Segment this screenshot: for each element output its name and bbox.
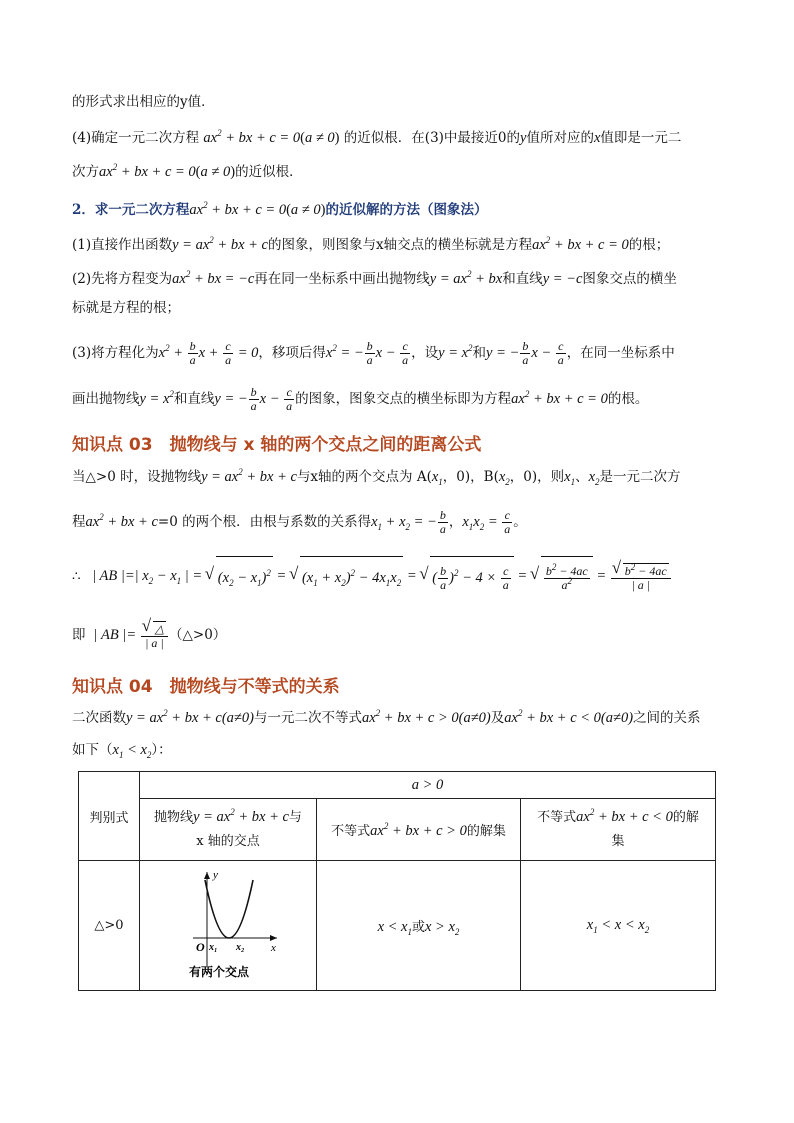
table-row <box>79 799 716 861</box>
formula: $y = ax^2$ + bx + c <box>201 467 297 485</box>
x-axis-arrow <box>270 935 277 941</box>
text: 的解集 <box>466 823 506 839</box>
text: x > x <box>425 918 455 935</box>
table-cell <box>79 772 140 861</box>
table-cell <box>140 799 317 861</box>
text: a > 0 <box>411 776 444 793</box>
text: 的图象，图象交点的横坐标即为方程 <box>295 391 512 407</box>
distance-formula <box>72 556 722 598</box>
formula: $y = ax^2$ + bx + c <box>172 235 268 253</box>
formula: $ax^2$ + bx = −c <box>172 269 255 287</box>
text: 标就是方程的根； <box>72 300 180 316</box>
text: 不等式 <box>331 823 371 839</box>
solution-greater: $x < x_1$或$x > x_2$ <box>377 918 460 937</box>
text: ，0)，B( <box>442 469 499 485</box>
text: 。 <box>513 514 527 530</box>
relation-table <box>78 771 716 991</box>
text: 值即是一元二 <box>600 130 682 146</box>
x2-label: x₂ <box>236 941 245 953</box>
paragraph-line <box>72 382 722 416</box>
paragraph-line <box>72 505 722 539</box>
table-row <box>79 772 716 799</box>
text: ， <box>448 514 463 530</box>
formula: $x_1$ <box>564 469 576 487</box>
text: 和直线 <box>173 391 215 407</box>
formula: $ax^2$ + bx + c = 0(a ≠ 0) <box>203 128 340 146</box>
text: △>0 <box>94 918 124 933</box>
text: x <box>586 917 594 933</box>
paragraph-line <box>72 467 722 487</box>
text: 与一元二次不等式 <box>253 710 362 726</box>
formula: $ax^2$ + bx + c = 0(a ≠ 0) <box>99 162 236 180</box>
table-cell <box>317 799 521 861</box>
formula: $ax^2$ + bx + c < 0 <box>576 807 673 825</box>
text: 的近似解的方法（图象法） <box>325 202 488 218</box>
origin-label: O <box>196 939 205 954</box>
formula: $ax^2$ + bx + c <box>85 512 158 530</box>
x1-label: x₁ <box>209 941 218 953</box>
formula: $y = ax^2$ + bx <box>429 269 503 287</box>
paragraph-line <box>72 128 722 148</box>
text: x 轴的交点 <box>196 834 260 849</box>
formula: $y = x^2$ <box>139 389 174 407</box>
formula: $x_1 + x_2$ = − $\frac{b}{a}$ <box>371 508 446 537</box>
text: x <box>593 130 601 146</box>
text: 次方 <box>72 164 99 180</box>
text: 程 <box>72 514 86 530</box>
text: ）： <box>151 742 172 758</box>
text: 的形式求出相应的y值． <box>72 94 215 110</box>
text: 二次函数 <box>72 710 126 726</box>
formula: $ax^2$ + bx + c = 0(a ≠ 0) <box>189 200 326 218</box>
formula: $ax^2$ + bx + c = 0 <box>532 235 629 253</box>
table-cell <box>317 861 521 991</box>
text: 和直线 <box>502 271 543 287</box>
text: 画出抛物线 <box>72 391 140 407</box>
paragraph-line <box>72 708 722 728</box>
formula: $x^2$ = − $\frac{b}{a}$ x − $\frac{c}{a}$ <box>325 339 409 368</box>
formula: y = − $\frac{b}{a}$ x − $\frac{c}{a}$ <box>486 339 564 368</box>
y-label: y <box>213 868 218 881</box>
formula: $x_1x_2$ = $\frac{c}{a}$ <box>462 508 511 537</box>
x-label: x <box>271 941 276 954</box>
formula: $x^2$ + $\frac{b}{a}$ x + $\frac{c}{a}$ = 0 <box>158 339 259 368</box>
text: 的近似根．在(3)中最接近0的 <box>343 130 521 146</box>
text: 再在同一坐标系中画出抛物线 <box>254 271 430 287</box>
text: (1)直接作出函数 <box>72 237 173 253</box>
therefore-symbol: ∴ <box>72 568 81 585</box>
paragraph-line <box>72 298 722 318</box>
text: 当△>0 时，设抛物线 <box>72 469 202 485</box>
text: ，设 <box>411 345 439 361</box>
text: 的根； <box>628 237 670 253</box>
formula: $ax^2$ + bx + c > 0(a≠0) <box>361 708 491 726</box>
table-cell <box>79 861 140 991</box>
paragraph-line <box>72 616 722 654</box>
text: 集 <box>611 834 625 849</box>
text: 2．求一元二次方程 <box>72 202 190 218</box>
text: y <box>520 130 527 146</box>
text: =0 的两个根．由根与系数的关系得 <box>157 514 372 530</box>
text: ，在同一坐标系中 <box>566 345 675 361</box>
text: (2)先将方程变为 <box>72 271 173 287</box>
text: 及 <box>490 710 505 726</box>
formula: $y = ax^2$ + bx + c(a≠0) <box>126 708 254 726</box>
formula: $x_2$ <box>498 469 510 487</box>
paragraph-line <box>72 235 722 255</box>
text: 与 <box>288 810 302 825</box>
y-axis-arrow <box>204 872 210 879</box>
table-cell <box>140 772 716 799</box>
paragraph-line <box>72 740 722 760</box>
text: 的近似根． <box>235 164 303 180</box>
formula: $ax^2$ + bx + c = 0 <box>511 389 608 407</box>
formula: y = −c <box>542 271 583 287</box>
solution-less: $x_1 < x < x_2$ <box>586 917 650 935</box>
formula: $y = ax^2$ + bx + c <box>193 807 289 825</box>
text: 和 <box>472 345 487 361</box>
paragraph-line <box>72 269 722 289</box>
text: x < x <box>377 918 408 935</box>
formula: $ax^2$ + bx + c < 0(a≠0) <box>504 708 634 726</box>
formula: $x_1$ <box>431 469 443 487</box>
table-cell <box>521 799 716 861</box>
text: 的解 <box>672 810 699 825</box>
formula: y = − $\frac{b}{a}$ x − $\frac{c}{a}$ <box>214 385 293 414</box>
table-row <box>79 861 716 991</box>
text: 如下（ <box>72 742 113 758</box>
paragraph-line <box>72 336 722 370</box>
parabola-curve <box>205 880 253 938</box>
text: 判别式 <box>89 810 129 826</box>
section-heading <box>72 200 722 220</box>
text: 抛物线 <box>154 810 194 825</box>
formula: $x_1 < x_2$ <box>112 742 152 760</box>
parabola-graph <box>173 866 283 986</box>
text: (4)确定一元二次方程 <box>72 130 200 146</box>
text: 、 <box>575 469 589 485</box>
text: 之间的关系 <box>633 710 701 726</box>
table-cell <box>521 861 716 991</box>
text: 图象交点的横坐 <box>582 271 677 287</box>
formula: | AB |=| $x_2 - x_1$ | = √ $(x_2 - x_1)^2$ = √ $(x_1 + x_2)^2 - 4x_1x_2$ = √ ( $\frac{b}{a}$ )$^2$ − 4 × $\frac{c}{a}$ = √ $\frac{b^2 - 4ac}{a^2}$ = √ $\frac{b^2 - 4ac}{| a |}$ <box>85 568 672 584</box>
formula: $x_2$ <box>588 469 600 487</box>
paragraph-line <box>72 162 722 182</box>
text: 或 <box>411 919 425 935</box>
formula: $ax^2$ + bx + c > 0 <box>370 820 467 839</box>
text: （△>0） <box>169 627 227 643</box>
text: 不等式 <box>537 810 577 825</box>
text: 的图象，则图象与x轴交点的横坐标就是方程 <box>267 237 533 253</box>
knowledge-point-heading: 知识点 04 抛物线与不等式的关系 <box>72 677 340 697</box>
paragraph-line <box>72 92 722 112</box>
knowledge-point-heading: 知识点 03 抛物线与 x 轴的两个交点之间的距离公式 <box>72 435 482 455</box>
text: 是一元二次方 <box>599 469 681 485</box>
formula: | AB |= √ $\frac{\triangle}{| a |}$ <box>90 627 169 643</box>
formula: $y = x^2$ <box>438 343 473 361</box>
text: ，移项后得 <box>258 345 326 361</box>
text: ，0)，则 <box>509 469 565 485</box>
text: 即 <box>72 627 86 643</box>
text: 的根。 <box>607 391 649 407</box>
table-cell <box>140 861 317 991</box>
text: (3)将方程化为 <box>72 345 159 361</box>
graph-caption: 有两个交点 <box>189 964 250 979</box>
text: 与x轴的两个交点为 A( <box>296 469 432 485</box>
text: 值所对应的 <box>526 130 594 146</box>
